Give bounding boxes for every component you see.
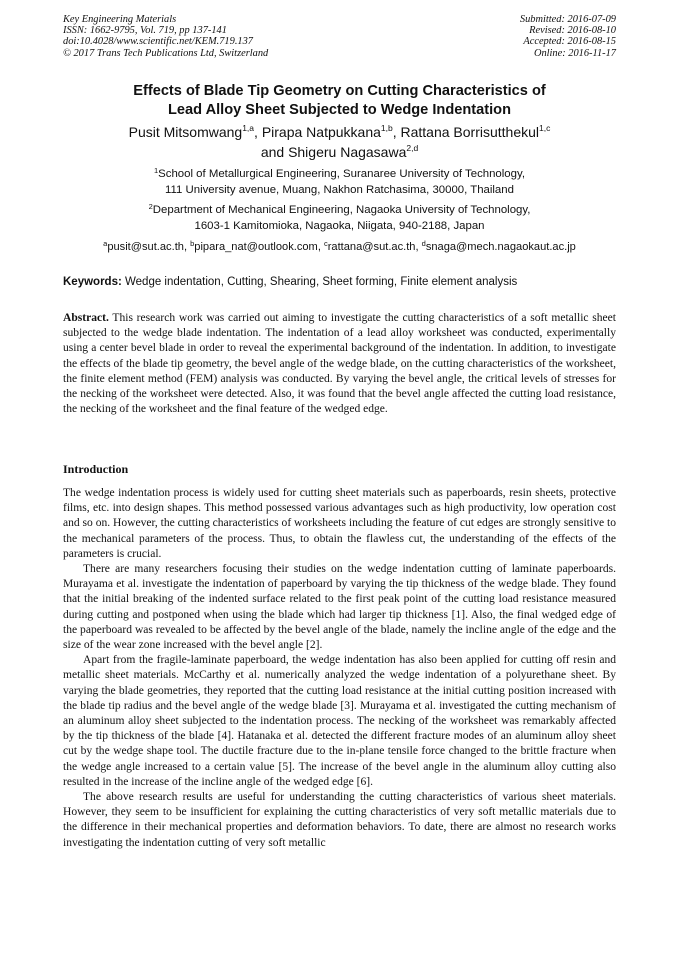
journal-name: Key Engineering Materials [63,14,177,25]
section-heading-introduction: Introduction [63,462,129,476]
title-line-1: Effects of Blade Tip Geometry on Cutting Characteristics of [133,83,546,99]
copyright-line: © 2017 Trans Tech Publications Ltd, Switzerland [63,47,269,59]
online-date: Online: 2016-11-17 [533,47,616,59]
author-conjunction: and [260,144,285,160]
affiliation-line: 111 University avenue, Muang, Nakhon Ratchasima, 30000, Thailand [165,183,514,196]
keywords-label: Keywords: [63,276,122,288]
revised-date: Revised: 2016-08-10 [529,25,616,37]
keywords-text: Wedge indentation, Cutting, Shearing, Sheet forming, Finite element analysis [125,276,518,288]
paragraph: The wedge indentation process is widely used for cutting sheet materials such as paperboards, resin sheets, protective films, etc. into design shapes. This method possessed various advantages such as high productivity, low operation cost and so on. However, the cutting characteristics of worksheets including the feature of cut edges are strongly sensitive to the mechanical parameters of the process. Thus, to obtain the flawless cut, the understanding of the effects of the parameters is crucial. [63,487,616,560]
author-name: Rattana Borrisutthekul [400,124,540,140]
keywords [63,275,616,290]
affiliation-line: Department of Mechanical Engineering, Nagaoka University of Technology, [152,204,531,216]
affiliation-mark: 2 [148,202,153,211]
author-name: Shigeru Nagasawa [288,144,407,160]
author-affiliation-mark: 1,c [539,123,551,133]
affiliation-1 [63,167,616,198]
affiliation-line: School of Metallurgical Engineering, Suranaree University of Technology, [158,168,525,180]
email-mark: b [190,239,195,248]
dates-header [520,14,616,59]
email-mark: d [421,239,426,248]
doi-line[interactable]: doi:10.4028/www.scientific.net/KEM.719.137 [63,36,253,48]
author-affiliation-mark: 1,b [380,123,393,133]
author-name: Pusit Mitsomwang [128,124,243,140]
author-affiliation-mark: 2,d [406,143,419,153]
email-link[interactable]: rattana@sut.ac.th [327,241,416,253]
email-link[interactable]: pusit@sut.ac.th [107,241,184,253]
affiliation-2 [63,203,616,234]
accepted-date: Accepted: 2016-08-15 [523,36,616,48]
paper-title [63,82,616,120]
issn-line: ISSN: 1662-9795, Vol. 719, pp 137-141 [63,25,227,37]
email-list: $^a$pusit@sut.ac.th, $^b$pipara_nat@outlook.com, $^c$rattana@sut.ac.th, $^d$snaga@mech.nagaokaut.ac.jp [103,239,576,253]
email-mark: c [323,239,328,248]
journal-header [63,14,268,59]
email-link[interactable]: pipara_nat@outlook.com [194,241,318,253]
paragraph: Apart from the fragile-laminate paperboard, the wedge indentation has also been applied for cutting off resin and metallic sheet materials. McCarthy et al. numerically analyzed the wedge indentation of a polyurethane sheet. By varying the blade geometries, they reported that the cutting load resistance at the initial cutting position increased with the blade tip radius and the bevel angle of the wedge blade [3]. Murayama et al. investigated the cutting mechanism of an aluminum alloy sheet subjected to the indentation process. The necking of the worksheet was remarkably affected by the tip thickness of the blade [4]. Hatanaka et al. detected the different fracture modes of an aluminum alloy sheet cut by the wedge shape tool. The ductile fracture due to the in-plane tensile force changed to the brittle fracture when the wedge angle increased to a certain value [5]. The increase of the bevel angle in the aluminum alloy cutting also resulted in the increase of the incline angle of the wedged edge [6]. [63,654,616,788]
author-list: Pusit Mitsomwang$^{1,a}$, Pirapa Natpukkana$^{1,b}$, Rattana Borrisutthekul$^{1,c}$ and Shigeru Nagasawa$^{2,d}$ [128,123,551,160]
introduction-body [63,486,616,851]
paragraph: The above research results are useful for understanding the cutting characteristics of various sheet materials. However, they seem to be insufficient for explaining the cutting characteristics of very soft metallic materials due to the difference in their mechanical properties and deformation behaviors. To date, there are almost no research works investigating the indentation cutting of very soft metallic [63,791,616,849]
email-mark: a [103,239,108,248]
author-affiliation-mark: 1,a [242,123,255,133]
email-link[interactable]: snaga@mech.nagaokaut.ac.jp [425,241,576,253]
paragraph: There are many researchers focusing their studies on the wedge indentation cutting of laminate paperboards. Murayama et al. investigate the indentation of paperboard by varying the tip thickness of the wedge blade. They found that the initial breaking of the indented surface related to the first peak point of the cutting load resistance measured during cutting and postponed when using the blade which had larger tip thickness [1]. Also, the final wedged edge of the paperboard was revealed to be affected by the bevel angle of the blade, namely the incline angle of the edge and the size of the wear zone increased with the bevel angle [2]. [63,563,616,652]
affiliation-mark: 1 [154,166,159,175]
title-line-2: Lead Alloy Sheet Subjected to Wedge Indentation [168,102,511,118]
abstract-text: This research work was carried out aiming to investigate the cutting characteristics of a soft metallic sheet subjected to the wedge blade indentation. The indentation of a lead alloy worksheet was conducted, experimentally using a center bevel blade in order to reveal the experimental background of the indentation. In addition, to investigate the effects of the blade tip geometry, the bevel angle of the wedge blade, on the cutting characteristics of the worksheet, the finite element method (FEM) analysis was conducted. By varying the bevel angle, the critical levels of stresses for the necking of the worksheet were detected. Also, it was found that the bevel angle affected the cutting load resistance, the necking of the worksheet and the final feature of the wedged edge. [63,312,616,416]
affiliation-line: 1603-1 Kamitomioka, Nagaoka, Niigata, 940-2188, Japan [194,219,485,232]
abstract [63,311,616,417]
author-name: Pirapa Natpukkana [261,124,381,140]
abstract-label: Abstract. [63,312,109,324]
submitted-date: Submitted: 2016-07-09 [519,14,616,25]
